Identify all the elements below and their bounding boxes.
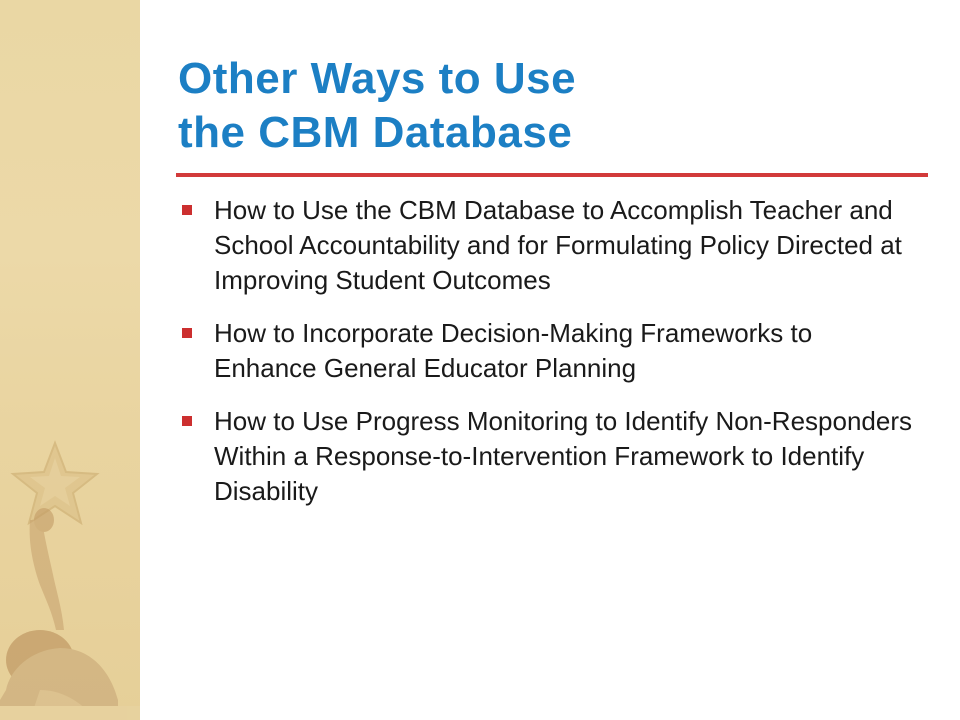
bullet-text: How to Use Progress Monitoring to Identify Non-Responders Within a Response-to-Intervention Framework to Identify Disability	[214, 406, 912, 506]
bullet-item-decision-making	[178, 316, 918, 386]
bullet-text: How to Incorporate Decision-Making Frameworks to Enhance General Educator Planning	[214, 318, 813, 383]
slide-title-line-2: the CBM Database	[178, 108, 573, 157]
star-icon	[13, 443, 97, 523]
slide-title	[178, 52, 918, 160]
square-bullet-icon	[182, 416, 192, 426]
child-reaching-icon	[0, 508, 140, 720]
title-underline-rule	[176, 173, 928, 177]
bullet-text: How to Use the CBM Database to Accomplish Teacher and School Accountability and for Formulating Policy Directed at Improving Student Outcomes	[214, 195, 902, 295]
side-band-art	[0, 0, 140, 720]
square-bullet-icon	[182, 205, 192, 215]
bullet-item-accountability	[178, 193, 918, 298]
bullet-list	[178, 193, 918, 527]
bullet-item-progress-monitoring	[178, 404, 918, 509]
decorative-side-band	[0, 0, 140, 720]
slide-title-line-1: Other Ways to Use	[178, 54, 577, 103]
square-bullet-icon	[182, 328, 192, 338]
